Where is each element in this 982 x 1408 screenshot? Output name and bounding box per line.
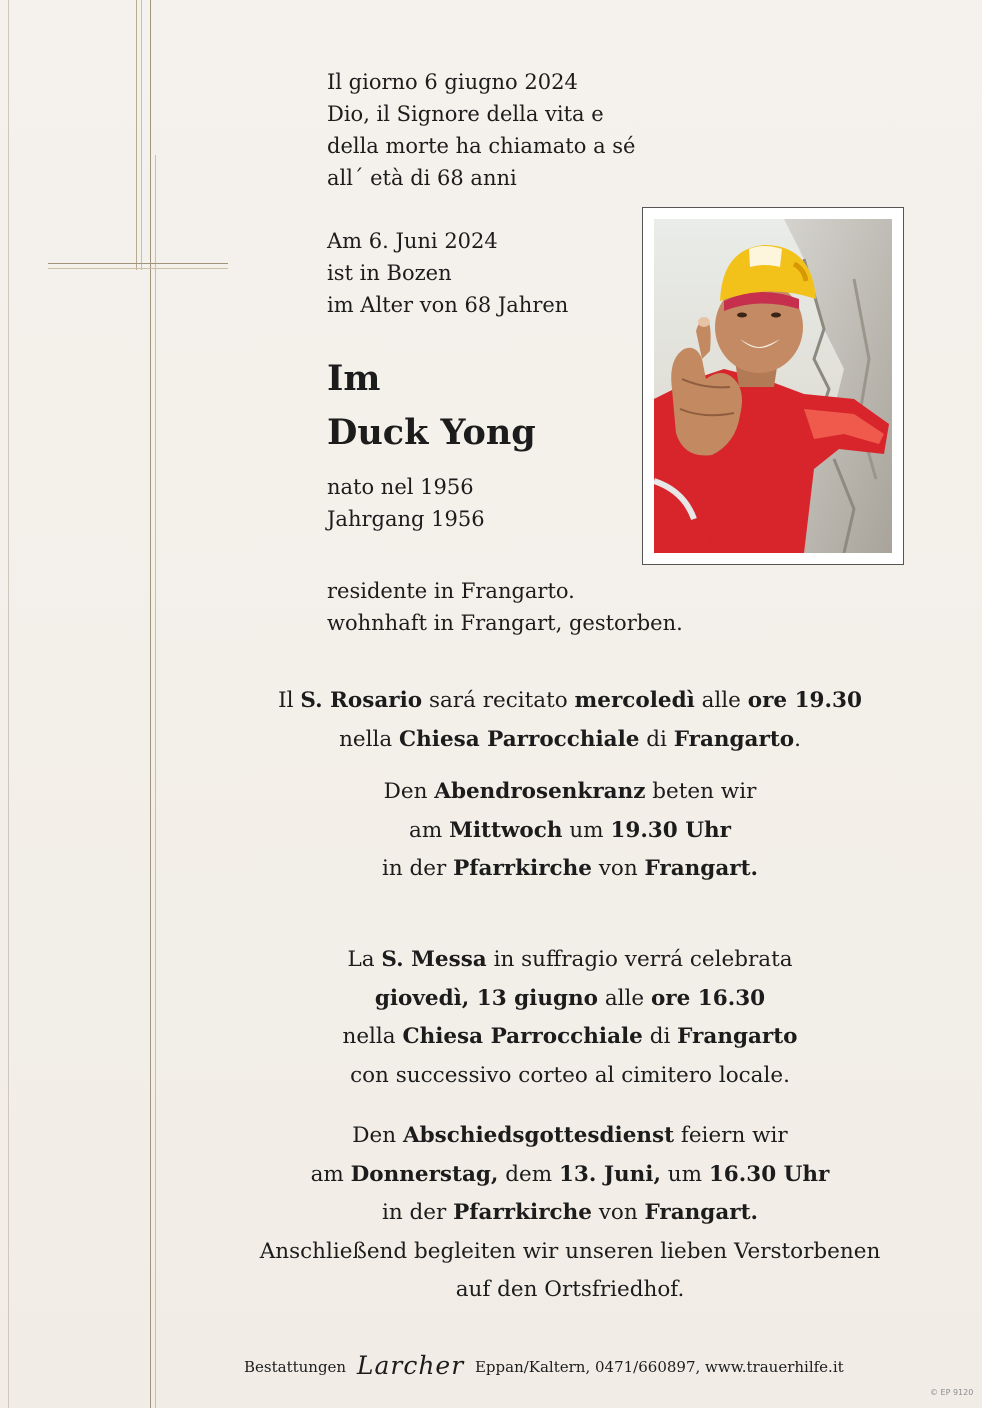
birth-year: [327, 471, 485, 535]
residence: [327, 575, 683, 639]
mass-church: Pfarrkirche: [453, 1200, 592, 1225]
deceased-name: [327, 352, 536, 460]
mass-date: 13. Juni,: [558, 1161, 661, 1187]
rosary-town: Frangarto: [673, 726, 795, 752]
page-edge: [8, 0, 9, 1408]
mass-town: Frangart.: [644, 1200, 759, 1225]
text-fragment: um: [562, 817, 611, 843]
mass-label: Abschiedsgottesdienst: [402, 1123, 675, 1148]
rosary-day: Mittwoch: [449, 817, 563, 843]
text-fragment: am: [409, 817, 450, 843]
mass-german: [200, 1117, 940, 1310]
cross-vertical-line: [136, 0, 137, 270]
mass-label: S. Messa: [381, 947, 487, 972]
text-fragment: di: [642, 1024, 678, 1049]
text-fragment: um: [660, 1161, 709, 1187]
text-fragment: am: [310, 1161, 351, 1187]
mass-german-line-1: [200, 1117, 940, 1156]
portrait-photo-icon: [654, 219, 892, 553]
birth-german: Jahrgang 1956: [327, 507, 485, 531]
text-fragment: nella: [339, 726, 400, 752]
residence-italian: residente in Frangarto.: [327, 579, 575, 603]
rosary-church: Chiesa Parrocchiale: [399, 726, 640, 752]
announcement-line: ist in Bozen: [327, 261, 452, 285]
rosary-german-line-2: [200, 812, 940, 851]
text-fragment: Il: [278, 688, 301, 713]
text-fragment: von: [591, 1200, 645, 1225]
text-fragment: beten wir: [645, 779, 757, 804]
footer-prefix: Bestattungen: [244, 1358, 347, 1376]
cross-vertical-line-light: [141, 0, 142, 270]
cross-long-vertical-line-light: [155, 155, 156, 1408]
rosary-time: ore 19.30: [747, 688, 862, 713]
rosary-label: Abendrosenkranz: [434, 779, 646, 804]
announcement-line: della morte ha chiamato a sé: [327, 134, 636, 158]
funeral-home-logo: Larcher: [356, 1351, 465, 1380]
rosary-label: S. Rosario: [300, 688, 423, 713]
mass-date: giovedì, 13 giugno: [374, 985, 598, 1011]
text-fragment: in der: [381, 1200, 454, 1225]
mass-italian-line-4: con successivo corteo al cimitero locale.: [350, 1062, 790, 1088]
mass-german-line-3: [200, 1194, 940, 1233]
birth-italian: nato nel 1956: [327, 475, 474, 499]
text-fragment: .: [794, 726, 801, 752]
mass-german-line-4: Anschließend begleiten wir unseren lieben Verstorbenen: [259, 1238, 881, 1264]
text-fragment: feiern wir: [674, 1123, 788, 1148]
announcement-line: Am 6. Juni 2024: [327, 229, 498, 253]
rosary-german-line-3: [200, 850, 940, 889]
rosary-german-line-1: [200, 773, 940, 812]
text-fragment: sará recitato: [422, 688, 575, 713]
cross-horizontal-line-light: [48, 268, 228, 269]
mass-german-line-2: [200, 1156, 940, 1195]
deceased-surname: Im: [327, 358, 381, 399]
mass-time: 16.30 Uhr: [708, 1161, 830, 1187]
mass-italian-line-1: [200, 941, 940, 980]
residence-german: wohnhaft in Frangart, gestorben.: [327, 611, 683, 635]
document-code: © EP 9120: [930, 1388, 974, 1397]
text-fragment: alle: [694, 688, 748, 713]
rosary-time: 19.30 Uhr: [610, 817, 731, 843]
mass-town: Frangarto: [677, 1024, 798, 1049]
text-fragment: dem: [498, 1161, 559, 1187]
mass-italian: [200, 941, 940, 1095]
portrait-frame: [642, 207, 904, 565]
rosary-day: mercoledì: [574, 688, 695, 713]
rosary-church: Pfarrkirche: [453, 856, 592, 881]
announcement-german: [327, 225, 568, 321]
text-fragment: di: [639, 726, 674, 752]
mass-church: Chiesa Parrocchiale: [402, 1024, 643, 1049]
announcement-line: im Alter von 68 Jahren: [327, 293, 569, 317]
cross-long-vertical-line: [150, 0, 151, 1408]
text-fragment: nella: [342, 1024, 403, 1049]
funeral-home-footer: [244, 1352, 844, 1379]
mass-italian-line-3: [200, 1018, 940, 1057]
announcement-line: all´ età di 68 anni: [327, 166, 517, 190]
rosary-german: [200, 773, 940, 889]
footer-contact: Eppan/Kaltern, 0471/660897, www.trauerhilfe.it: [474, 1358, 844, 1376]
text-fragment: in suffragio verrá celebrata: [486, 947, 793, 972]
text-fragment: von: [591, 856, 645, 881]
announcement-line: Il giorno 6 giugno 2024: [327, 70, 578, 94]
rosary-italian-line-1: [200, 682, 940, 721]
mass-time: ore 16.30: [650, 985, 766, 1011]
rosary-italian-line-2: [200, 721, 940, 760]
mass-german-line-5: auf den Ortsfriedhof.: [455, 1277, 685, 1302]
text-fragment: Den: [383, 779, 435, 804]
deceased-given-name: Duck Yong: [327, 412, 536, 453]
text-fragment: alle: [598, 985, 651, 1011]
text-fragment: in der: [381, 856, 454, 881]
rosary-town: Frangart.: [644, 856, 759, 881]
announcement-line: Dio, il Signore della vita e: [327, 102, 604, 126]
cross-horizontal-line: [48, 263, 228, 264]
mass-italian-line-2: [200, 980, 940, 1019]
announcement-italian: [327, 66, 635, 194]
mass-day: Donnerstag,: [350, 1161, 499, 1187]
text-fragment: La: [347, 947, 382, 972]
rosary-italian: [200, 682, 940, 759]
text-fragment: Den: [352, 1123, 403, 1148]
